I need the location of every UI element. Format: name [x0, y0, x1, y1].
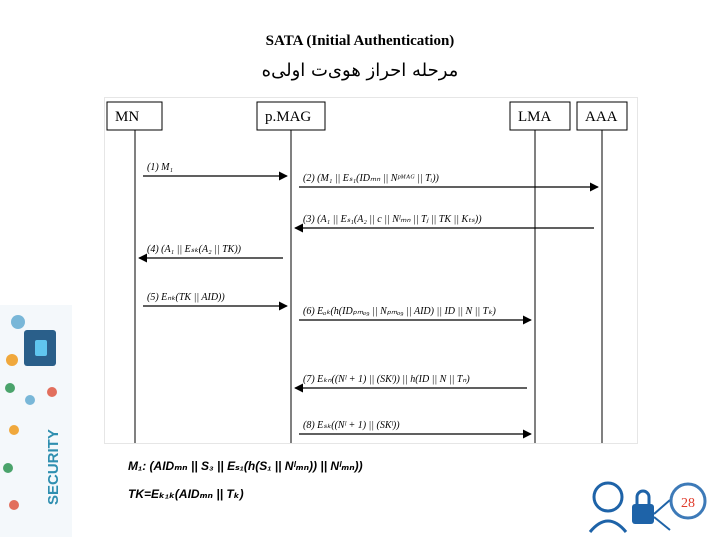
person-icon: [3, 463, 13, 473]
message-label: (8) Eₛₖ((Nˡ + 1) || (SKˡ)): [303, 420, 400, 431]
entity-label: p.MAG: [265, 109, 312, 125]
page-badge: [588, 472, 713, 540]
message-label: (2) (M₁ || Eₛ₁(IDₘₙ || Nᵖᴹᴬᴳ || Tᵢ)): [303, 173, 439, 184]
message-label: (3) (A₁ || Eₛ₁(A₂ || c || Nˡₘₙ || Tⱼ || TK || Kₜₛ)): [303, 214, 482, 225]
person-icon: [5, 383, 15, 393]
message-label: (6) Eₐₖ(h(IDₚₘₐ₉ || Nₚₘₐ₉ || AID) || ID || N || Tₖ): [303, 306, 496, 317]
entity-label: LMA: [518, 109, 552, 125]
person-icon: [9, 500, 19, 510]
message-label: (7) Eₖₙ((Nˡ + 1) || (SKˡ)) || h(ID || N || Tₙ): [303, 374, 470, 385]
sequence-diagram: [105, 98, 637, 443]
page-number: 28: [681, 496, 695, 511]
security-decoration: [0, 300, 75, 540]
message-label: (5) Eₙₖ(TK || AID)): [147, 292, 225, 303]
person-icon: [47, 387, 57, 397]
lock-icon: [632, 504, 654, 524]
person-icon: [25, 395, 35, 405]
user-head-icon: [594, 483, 622, 511]
slide-subtitle: مرحله احراز هوی‌ت اولی‌ه: [261, 60, 459, 81]
person-icon: [9, 425, 19, 435]
user-body-icon: [590, 521, 626, 532]
entity-label: AAA: [585, 109, 618, 125]
security-label: SECURITY: [45, 429, 62, 505]
message-label: (4) (A₁ || Eₛₖ(A₂ || TK)): [147, 244, 241, 255]
person-icon: [11, 315, 25, 329]
slide-title: SATA (Initial Authentication): [265, 33, 455, 49]
tk-formula: TK=Eₖ₁ₖ(AIDₘₙ || Tₖ): [128, 487, 244, 501]
network-line-icon: [654, 500, 670, 514]
lock-icon: [35, 340, 47, 356]
person-icon: [6, 354, 18, 366]
message-label: (1) M₁: [147, 162, 173, 173]
entity-label: MN: [115, 109, 140, 125]
m1-formula: M₁: (AIDₘₙ || S₃ || Eₛ₁(h(S₁ || Nˡₘₙ)) || Nˡₘₙ)): [128, 459, 363, 473]
